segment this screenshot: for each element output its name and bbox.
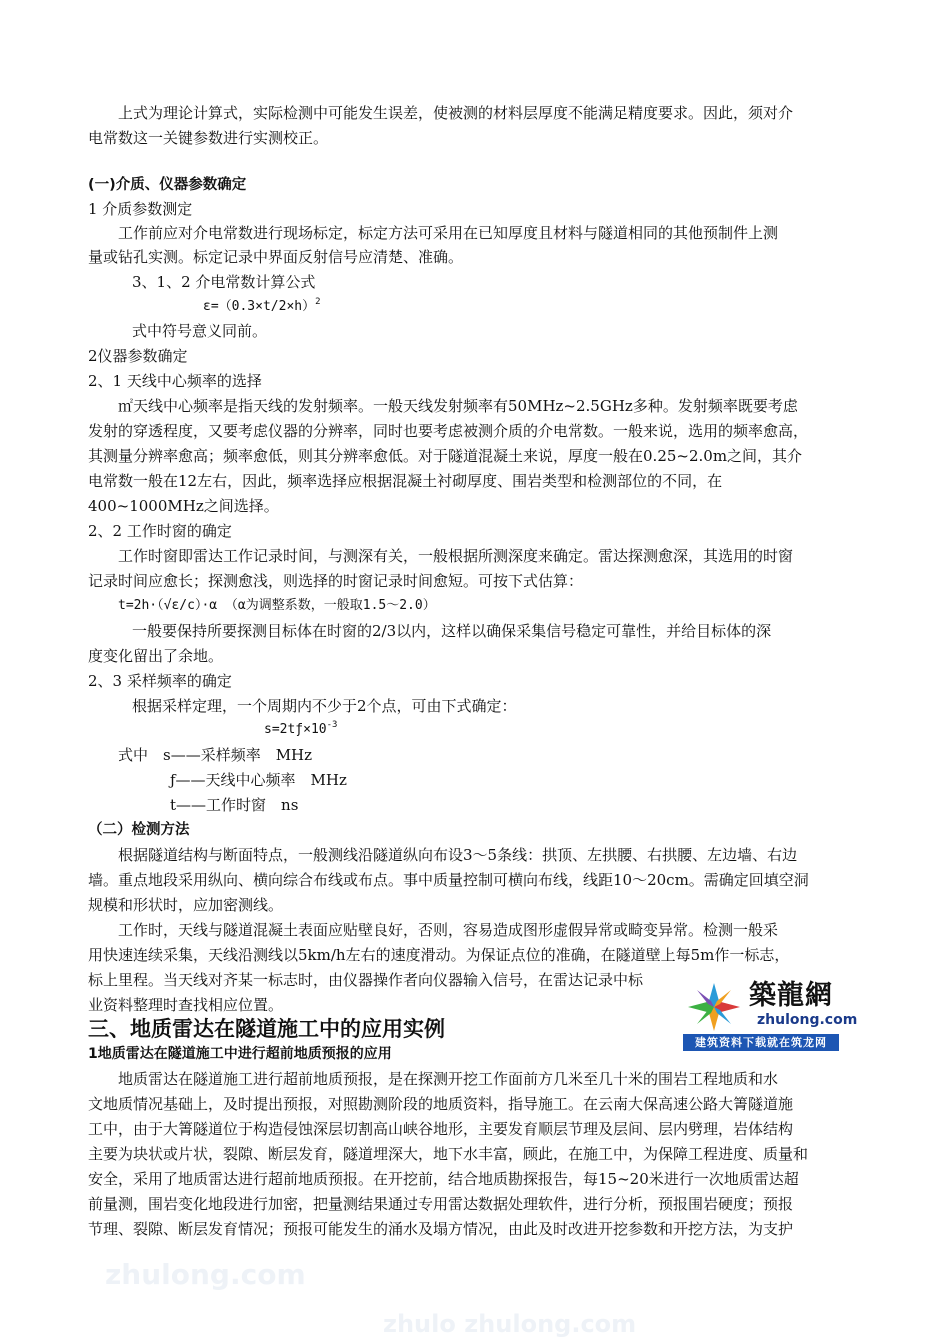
paragraph-line: 电常数一般在12左右，因此，频率选择应根据混凝土衬砌厚度、围岩类型和检测部位的不同，在	[88, 472, 723, 490]
paragraph-line: 其测量分辨率愈高；频率愈低，则其分辨率愈低。对于隧道混凝土来说，厚度一般在0.25~2.0m之间，其介	[88, 447, 803, 465]
paragraph-line: 规模和形状时，应加密测线。	[88, 896, 284, 914]
paragraph-line: 标上里程。当天线对齐某一标志时，由仪器操作者向仪器输入信号，在雷达记录中标	[88, 971, 644, 989]
logo-domain: zhulong.com	[757, 1012, 858, 1028]
symbol-definition: ƒ——天线中心频率 MHz	[170, 771, 347, 789]
paragraph-line: 根据隧道结构与断面特点，一般测线沿隧道纵向布设3～5条线：拱顶、左拱腰、右拱腰、左边墙、右边	[118, 846, 798, 864]
paragraph-line: 电常数这一关键参数进行实测校正。	[88, 129, 329, 147]
paragraph-line: 400~1000MHz之间选择。	[88, 497, 279, 515]
paragraph-line: 量或钻孔实测。标定记录中界面反射信号应清楚、准确。	[88, 248, 464, 266]
symbol-definition: t——工作时窗 ns	[170, 796, 299, 814]
subsection-heading: 2、2 工作时窗的确定	[88, 522, 232, 540]
paragraph-line: 主要为块状或片状，裂隙、断层发育，隧道埋深大，地下水丰富，顾此，在施工中，为保障工程进度、质量和	[88, 1145, 809, 1163]
formula-time-window: t=2h·（√ε/c）·α （α为调整系数，一般取1.5～2.0）	[118, 598, 436, 613]
chapter-heading: 三、地质雷达在隧道施工中的应用实例	[88, 1017, 445, 1041]
paragraph-line: 前量测，围岩变化地段进行加密，把量测结果通过专用雷达数据处理软件，进行分析，预报围岩硬度；预报	[88, 1195, 794, 1213]
paragraph-line: 地质雷达在隧道施工进行超前地质预报，是在探测开挖工作面前方几米至几十米的围岩工程地质和水	[118, 1070, 779, 1088]
paragraph-line: 文地质情况基础上，及时提出预报，对照勘测阶段的地质资料，指导施工。在云南大保高速公路大箐隧道施	[88, 1095, 794, 1113]
logo-slogan: 建筑资料下载就在筑龙网	[683, 1034, 839, 1051]
section-heading: (一)介质、仪器参数确定	[88, 177, 247, 193]
paragraph-line: 工作时窗即雷达工作记录时间，与测深有关，一般根据所测深度来确定。雷达探测愈深，其选用的时窗	[118, 547, 794, 565]
symbol-definition: 式中 s——采样频率 MHz	[118, 746, 313, 764]
paragraph-line: 记录时间应愈长；探测愈浅，则选择的时窗记录时间愈短。可按下式估算：	[88, 572, 584, 590]
paragraph-line: 工作前应对介电常数进行现场标定，标定方法可采用在已知厚度且材料与隧道相同的其他预制件上测	[118, 224, 779, 242]
paragraph-line: 墙。重点地段采用纵向、横向综合布线或布点。事中质量控制可横向布线，线距10～20cm。需确定回填空洞	[88, 871, 809, 889]
snowflake-logo-icon	[685, 981, 743, 1033]
watermark: zhulong.com	[105, 1258, 306, 1291]
subsection-heading: 2、3 采样频率的确定	[88, 672, 232, 690]
paragraph-line: 安全，采用了地质雷达进行超前地质预报。在开挖前，结合地质勘探报告，每15~20米进行一次地质雷达超	[88, 1170, 799, 1188]
paragraph-line: 度变化留出了余地。	[88, 647, 224, 665]
paragraph-line: 工作时，天线与隧道混凝土表面应贴壁良好，否则，容易造成图形虚假异常或畸变异常。检测一般采	[118, 921, 779, 939]
paragraph-line: 用快速连续采集，天线沿测线以5km/h左右的速度滑动。为保证点位的准确，在隧道壁上每5m作一标志，	[88, 946, 790, 964]
subsection-heading: 1 介质参数测定	[88, 200, 193, 218]
paragraph-line: 一般要保持所要探测目标体在时窗的2/3以内，这样以确保采集信号稳定可靠性，并给目标体的深	[132, 622, 772, 640]
paragraph-line: 节理、裂隙、断层发育情况；预报可能发生的涌水及塌方情况，由此及时改进开挖参数和开挖方法，为支护	[88, 1220, 794, 1238]
subsection-heading: 3、1、2 介电常数计算公式	[132, 273, 316, 291]
zhulong-logo	[683, 977, 863, 1053]
section-heading: （二）检测方法	[88, 822, 190, 838]
formula-dielectric: $\varepsilon=(0.3\times t/2\times h)^2$	[203, 297, 321, 314]
paragraph-line: 发射的穿透程度，又要考虑仪器的分辨率，同时也要考虑被测介质的介电常数。一般来说，选用的频率愈高，	[88, 422, 809, 440]
paragraph-line: 工中，由于大箐隧道位于构造侵蚀深层切割高山峡谷地形，主要发育顺层节理及层间、层内劈理，岩体结构	[88, 1120, 794, 1138]
paragraph-line: ㎡天线中心频率是指天线的发射频率。一般天线发射频率有50MHz~2.5GHz多种。发射频率既要考虑	[118, 397, 798, 415]
paragraph-line: 式中符号意义同前。	[132, 322, 268, 340]
logo-chinese-name: 築龍網	[749, 980, 833, 1011]
subsection-heading: 2、1 天线中心频率的选择	[88, 372, 262, 390]
paragraph-line: 业资料整理时查找相应位置。	[88, 996, 284, 1014]
section-heading: 1地质雷达在隧道施工中进行超前地质预报的应用	[88, 1046, 392, 1062]
watermark: zhulo zhulong.com	[383, 1310, 637, 1338]
paragraph-line: 上式为理论计算式，实际检测中可能发生误差，使被测的材料层厚度不能满足精度要求。因此，须对介	[118, 104, 794, 122]
subsection-heading: 2仪器参数确定	[88, 347, 188, 365]
paragraph-line: 根据采样定理，一个周期内不少于2个点，可由下式确定：	[132, 697, 517, 715]
formula-sampling: $s=2tƒ\times 10^{-3}$	[264, 720, 338, 737]
